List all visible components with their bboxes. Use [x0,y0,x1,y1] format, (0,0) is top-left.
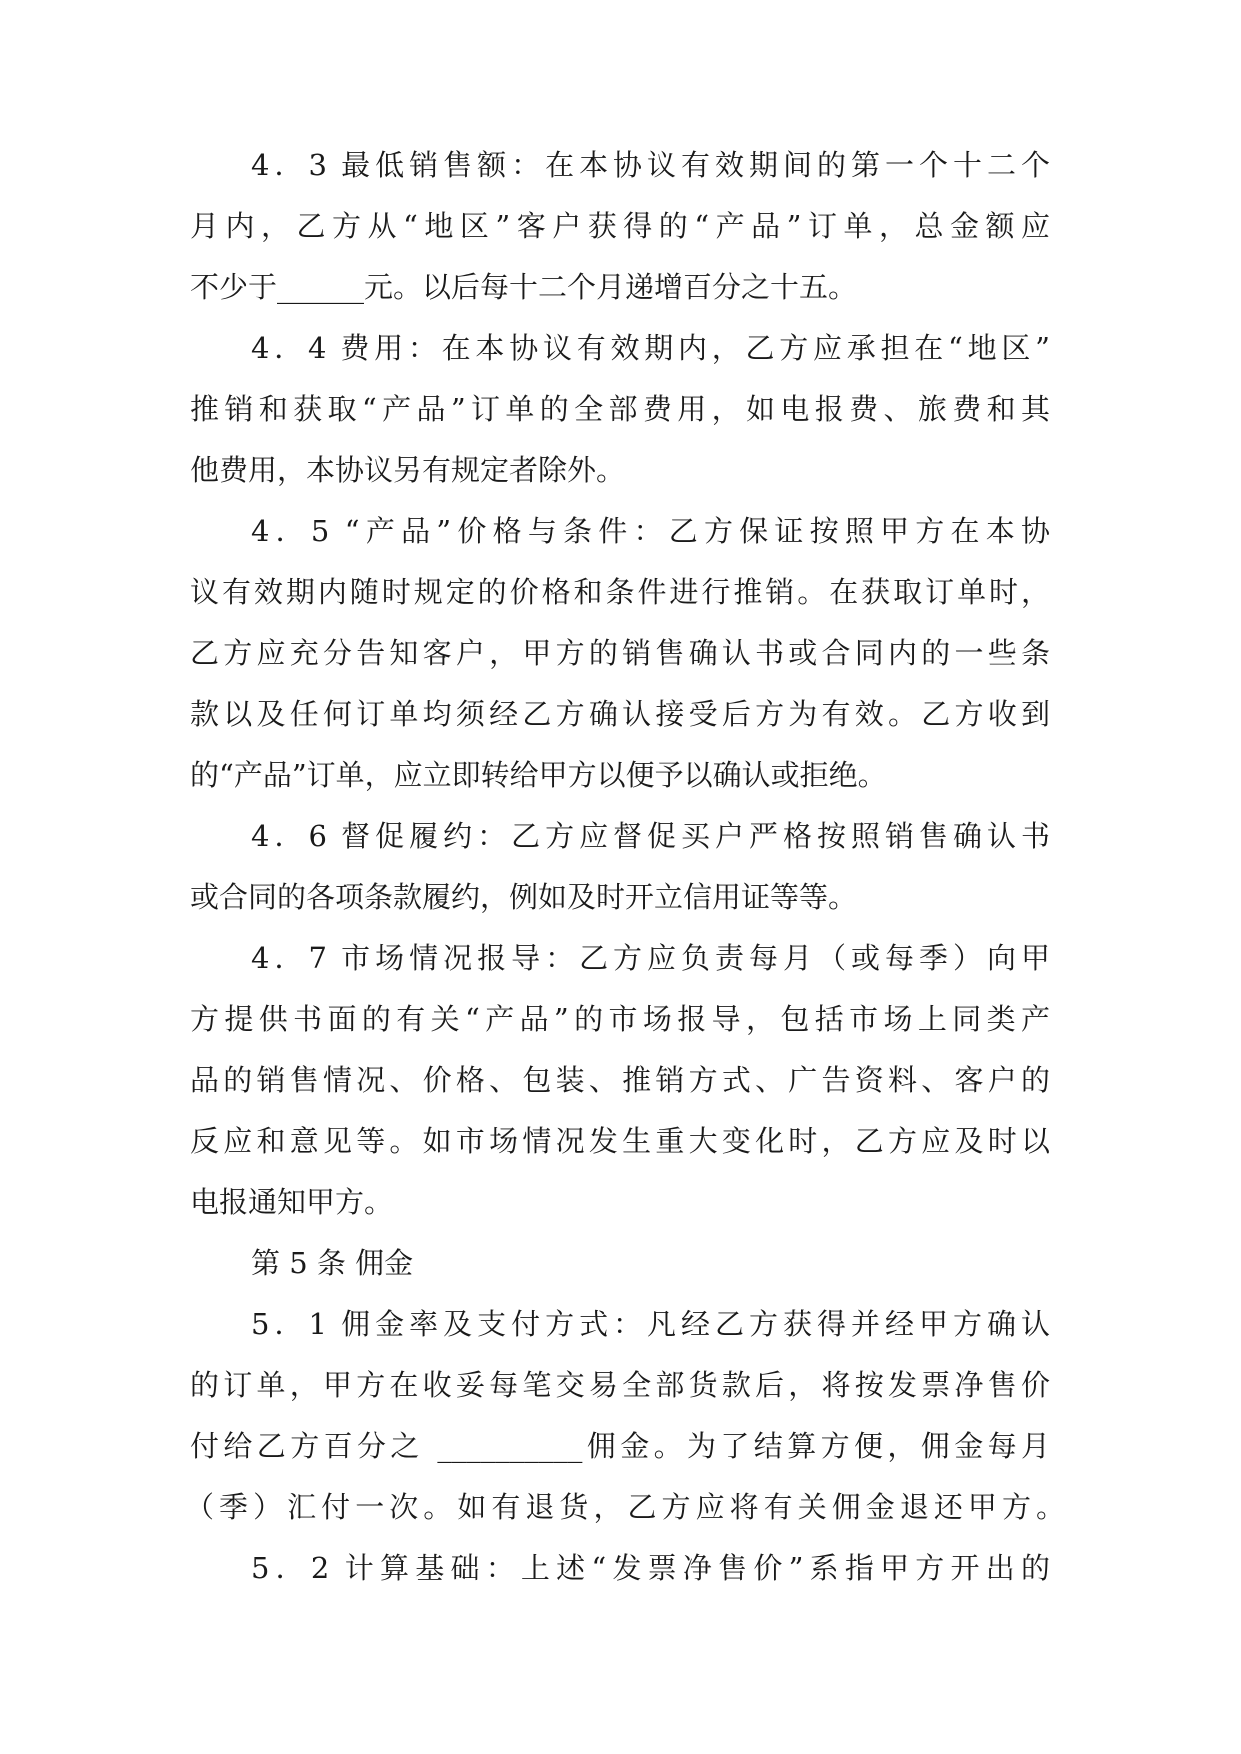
clause-5-1-line-4: （季）汇付一次。如有退货，乙方应将有关佣金退还甲方。 [185,1490,1065,1524]
clause-4-5-line-1: 4．5 “产品”价格与条件：乙方保证按照甲方在本协 [251,514,1050,548]
clause-4-6-line-1: 4．6 督促履约：乙方应督促买户严格按照销售确认书 [251,819,1050,853]
clause-5-2-line-1: 5．2 计算基础：上述“发票净售价”系指甲方开出的 [251,1551,1050,1585]
clause-4-4-line-1: 4．4 费用：在本协议有效期内，乙方应承担在“地区” [251,331,1050,365]
clause-4-7-line-4: 反应和意见等。如市场情况发生重大变化时，乙方应及时以 [190,1124,1050,1158]
clause-4-7-line-1: 4．7 市场情况报导：乙方应负责每月（或每季）向甲 [251,941,1050,975]
clause-4-3-line-2: 月内，乙方从“地区”客户获得的“产品”订单，总金额应 [190,209,1050,243]
clause-4-7-line-2: 方提供书面的有关“产品”的市场报导，包括市场上同类产 [190,1002,1050,1036]
clause-4-3-line-3: 不少于______元。以后每十二个月递增百分之十五。 [190,270,858,304]
clause-4-6-line-2: 或合同的各项条款履约，例如及时开立信用证等等。 [190,880,858,914]
clause-5-1-line-2: 的订单，甲方在收妥每笔交易全部货款后，将按发票净售价 [190,1368,1050,1402]
clause-4-4-line-2: 推销和获取“产品”订单的全部费用，如电报费、旅费和其 [190,392,1050,426]
clause-5-1-line-1: 5．1 佣金率及支付方式：凡经乙方获得并经甲方确认 [251,1307,1050,1341]
article-5-heading: 第 5 条 佣金 [251,1246,414,1280]
clause-4-3-line-1: 4．3 最低销售额：在本协议有效期间的第一个十二个 [251,148,1050,182]
clause-4-4-line-3: 他费用，本协议另有规定者除外。 [190,453,626,487]
clause-4-5-line-2: 议有效期内随时规定的价格和条件进行推销。在获取订单时， [190,575,1050,609]
clause-5-1-line-3: 付给乙方百分之 __________佣金。为了结算方便，佣金每月 [190,1429,1050,1463]
clause-4-5-line-3: 乙方应充分告知客户，甲方的销售确认书或合同内的一些条 [190,636,1050,670]
clause-4-5-line-4: 款以及任何订单均须经乙方确认接受后方为有效。乙方收到 [190,697,1050,731]
clause-4-7-line-5: 电报通知甲方。 [190,1185,394,1219]
clause-4-5-line-5: 的“产品”订单，应立即转给甲方以便予以确认或拒绝。 [190,758,887,792]
clause-4-7-line-3: 品的销售情况、价格、包装、推销方式、广告资料、客户的 [190,1063,1050,1097]
